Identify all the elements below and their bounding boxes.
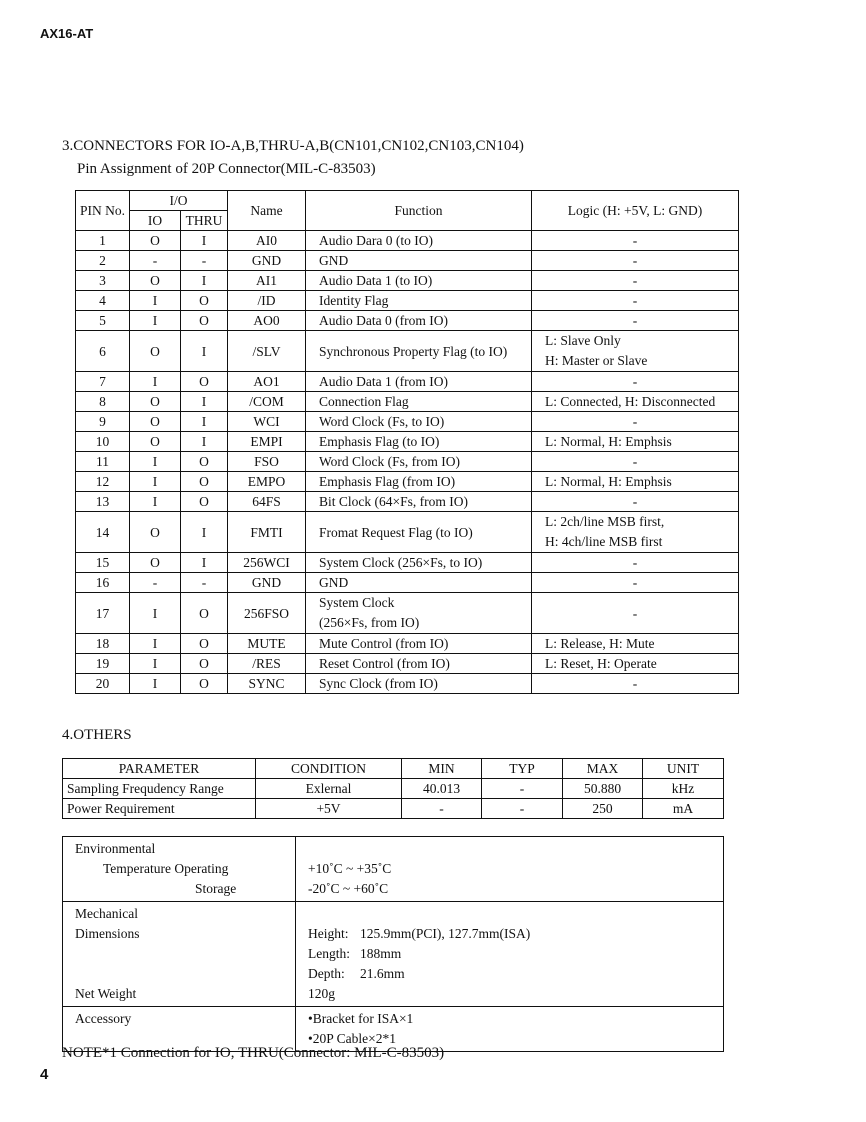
thru-cell: O — [181, 634, 228, 654]
header-typ: TYP — [482, 759, 563, 779]
section-3-title: 3.CONNECTORS FOR IO-A,B,THRU-A,B(CN101,CN102,CN103,CN104) — [62, 138, 524, 154]
logic-cell: - — [532, 271, 739, 291]
environment-labels — [63, 837, 296, 902]
accessory-label: Accessory — [75, 1011, 132, 1026]
storage-value: -20˚C ~ +60˚C — [308, 881, 389, 896]
thru-cell: I — [181, 331, 228, 372]
header-logic: Logic (H: +5V, L: GND) — [532, 191, 739, 231]
length-value: 188mm — [360, 946, 402, 961]
pin-cell: 13 — [76, 492, 130, 512]
function-cell: System Clock (256×Fs, to IO) — [306, 553, 532, 573]
parameter-cell: Power Requirement — [63, 799, 256, 819]
header-min: MIN — [402, 759, 482, 779]
depth-value: 21.6mm — [360, 966, 405, 981]
table-row — [76, 412, 739, 432]
function-cell — [306, 593, 532, 634]
length-line — [308, 944, 711, 964]
pin-cell: 8 — [76, 392, 130, 412]
mechanical-values — [296, 902, 724, 1007]
net-weight-label: Net Weight — [75, 986, 137, 1001]
typ-cell: - — [482, 799, 563, 819]
name-cell: AI1 — [228, 271, 306, 291]
pin-cell: 16 — [76, 573, 130, 593]
others-table — [62, 758, 724, 819]
table-row — [76, 271, 739, 291]
logic-cell: - — [532, 311, 739, 331]
function-cell: Sync Clock (from IO) — [306, 674, 532, 694]
logic-line: L: 2ch/line MSB first, — [545, 514, 665, 529]
thru-cell: I — [181, 231, 228, 251]
table-row — [76, 251, 739, 271]
io-cell: I — [130, 634, 181, 654]
logic-cell: - — [532, 553, 739, 573]
logic-cell: L: Connected, H: Disconnected — [532, 392, 739, 412]
max-cell: 250 — [563, 799, 643, 819]
header-thru: THRU — [181, 211, 228, 231]
name-cell: AO1 — [228, 372, 306, 392]
header-io-group: I/O — [130, 191, 228, 211]
table-row — [76, 654, 739, 674]
min-cell: 40.013 — [402, 779, 482, 799]
thru-cell: I — [181, 412, 228, 432]
pin-cell: 20 — [76, 674, 130, 694]
pin-cell: 9 — [76, 412, 130, 432]
table-row — [76, 432, 739, 452]
io-cell: O — [130, 331, 181, 372]
name-cell: 256WCI — [228, 553, 306, 573]
name-cell: WCI — [228, 412, 306, 432]
thru-cell: O — [181, 654, 228, 674]
io-cell: I — [130, 654, 181, 674]
function-cell: GND — [306, 251, 532, 271]
table-row — [76, 231, 739, 251]
header-name: Name — [228, 191, 306, 231]
parameter-cell: Sampling Frequdency Range — [63, 779, 256, 799]
io-cell: I — [130, 472, 181, 492]
function-line: System Clock — [319, 595, 395, 610]
temp-operating-value: +10˚C ~ +35˚C — [308, 861, 392, 876]
io-cell: O — [130, 231, 181, 251]
io-cell: I — [130, 452, 181, 472]
io-cell: O — [130, 512, 181, 553]
table-row — [76, 674, 739, 694]
logic-cell: - — [532, 412, 739, 432]
thru-cell: O — [181, 492, 228, 512]
condition-cell: +5V — [256, 799, 402, 819]
function-cell: Emphasis Flag (to IO) — [306, 432, 532, 452]
pin-cell: 10 — [76, 432, 130, 452]
io-cell: O — [130, 271, 181, 291]
name-cell: GND — [228, 251, 306, 271]
pin-cell: 19 — [76, 654, 130, 674]
io-cell: - — [130, 573, 181, 593]
logic-cell — [532, 331, 739, 372]
pin-cell: 18 — [76, 634, 130, 654]
max-cell: 50.880 — [563, 779, 643, 799]
logic-cell: - — [532, 573, 739, 593]
function-cell: GND — [306, 573, 532, 593]
io-cell: O — [130, 412, 181, 432]
logic-line: H: 4ch/line MSB first — [545, 534, 663, 549]
table-row — [76, 573, 739, 593]
header-function: Function — [306, 191, 532, 231]
name-cell: 64FS — [228, 492, 306, 512]
mechanical-row — [63, 902, 724, 1007]
header-io: IO — [130, 211, 181, 231]
table-row — [76, 472, 739, 492]
function-line: (256×Fs, from IO) — [319, 615, 420, 630]
function-cell: Synchronous Property Flag (to IO) — [306, 331, 532, 372]
logic-cell: L: Normal, H: Emphsis — [532, 432, 739, 452]
logic-cell: - — [532, 674, 739, 694]
depth-label: Depth: — [308, 966, 345, 981]
name-cell: AI0 — [228, 231, 306, 251]
logic-line: L: Slave Only — [545, 333, 621, 348]
table-row — [76, 331, 739, 372]
pin-cell: 1 — [76, 231, 130, 251]
pin-cell: 2 — [76, 251, 130, 271]
io-cell: I — [130, 492, 181, 512]
function-cell: Emphasis Flag (from IO) — [306, 472, 532, 492]
pin-cell: 3 — [76, 271, 130, 291]
io-cell: I — [130, 311, 181, 331]
name-cell: /COM — [228, 392, 306, 412]
table-row — [76, 512, 739, 553]
function-cell: Audio Data 0 (from IO) — [306, 311, 532, 331]
height-line — [308, 924, 711, 944]
thru-cell: O — [181, 291, 228, 311]
min-cell: - — [402, 799, 482, 819]
logic-cell: - — [532, 593, 739, 634]
function-cell: Word Clock (Fs, from IO) — [306, 452, 532, 472]
io-cell: I — [130, 372, 181, 392]
table-row — [63, 799, 724, 819]
logic-cell: L: Release, H: Mute — [532, 634, 739, 654]
depth-line — [308, 964, 711, 984]
function-cell: Mute Control (from IO) — [306, 634, 532, 654]
thru-cell: O — [181, 472, 228, 492]
logic-cell — [532, 512, 739, 553]
logic-cell: - — [532, 452, 739, 472]
function-cell: Audio Data 1 (to IO) — [306, 271, 532, 291]
model-header: AX16-AT — [40, 26, 94, 41]
table-row — [63, 779, 724, 799]
pin-cell: 17 — [76, 593, 130, 634]
thru-cell: O — [181, 674, 228, 694]
logic-cell: - — [532, 291, 739, 311]
name-cell: /SLV — [228, 331, 306, 372]
io-cell: O — [130, 553, 181, 573]
function-cell: Fromat Request Flag (to IO) — [306, 512, 532, 553]
name-cell: FMTI — [228, 512, 306, 553]
section-3-subtitle: Pin Assignment of 20P Connector(MIL-C-83503) — [77, 161, 376, 177]
table-row — [76, 392, 739, 412]
function-cell: Identity Flag — [306, 291, 532, 311]
mechanical-labels — [63, 902, 296, 1007]
function-cell: Audio Dara 0 (to IO) — [306, 231, 532, 251]
logic-cell: L: Reset, H: Operate — [532, 654, 739, 674]
thru-cell: O — [181, 311, 228, 331]
table-row — [76, 372, 739, 392]
thru-cell: I — [181, 271, 228, 291]
io-cell: - — [130, 251, 181, 271]
pin-cell: 7 — [76, 372, 130, 392]
thru-cell: I — [181, 512, 228, 553]
accessory-item: •20P Cable×2*1 — [308, 1031, 396, 1046]
storage-label: Storage — [195, 881, 237, 896]
length-label: Length: — [308, 946, 350, 961]
logic-cell: L: Normal, H: Emphsis — [532, 472, 739, 492]
logic-cell: - — [532, 251, 739, 271]
logic-cell: - — [532, 372, 739, 392]
io-cell: O — [130, 392, 181, 412]
pin-cell: 15 — [76, 553, 130, 573]
function-cell: Bit Clock (64×Fs, from IO) — [306, 492, 532, 512]
pin-cell: 6 — [76, 331, 130, 372]
header-parameter: PARAMETER — [63, 759, 256, 779]
name-cell: AO0 — [228, 311, 306, 331]
table-row — [76, 452, 739, 472]
pin-cell: 12 — [76, 472, 130, 492]
environment-table — [62, 836, 724, 1052]
name-cell: GND — [228, 573, 306, 593]
function-cell: Word Clock (Fs, to IO) — [306, 412, 532, 432]
thru-cell: I — [181, 392, 228, 412]
section-4-title: 4.OTHERS — [62, 727, 132, 743]
name-cell: SYNC — [228, 674, 306, 694]
io-cell: O — [130, 432, 181, 452]
table-row — [76, 492, 739, 512]
table-row — [76, 291, 739, 311]
environmental-label: Environmental — [75, 841, 156, 856]
logic-line: H: Master or Slave — [545, 353, 648, 368]
header-unit: UNIT — [643, 759, 724, 779]
table-row — [76, 634, 739, 654]
height-value: 125.9mm(PCI), 127.7mm(ISA) — [360, 926, 531, 941]
header-max: MAX — [563, 759, 643, 779]
function-cell: Reset Control (from IO) — [306, 654, 532, 674]
thru-cell: - — [181, 573, 228, 593]
footnote: NOTE*1 Connection for IO, THRU(Connector: MIL-C-83503) — [62, 1045, 445, 1061]
logic-cell: - — [532, 231, 739, 251]
table-header-row — [63, 759, 724, 779]
header-pin-no: PIN No. — [76, 191, 130, 231]
pin-assignment-table — [75, 190, 739, 694]
unit-cell: mA — [643, 799, 724, 819]
net-weight-value: 120g — [308, 986, 335, 1001]
table-row — [76, 311, 739, 331]
name-cell: /ID — [228, 291, 306, 311]
environment-row — [63, 837, 724, 902]
header-condition: CONDITION — [256, 759, 402, 779]
pin-cell: 11 — [76, 452, 130, 472]
pin-cell: 4 — [76, 291, 130, 311]
dimensions-label: Dimensions — [75, 926, 140, 941]
thru-cell: O — [181, 593, 228, 634]
environment-values — [296, 837, 724, 902]
table-row — [76, 593, 739, 634]
condition-cell: Exlernal — [256, 779, 402, 799]
name-cell: EMPI — [228, 432, 306, 452]
unit-cell: kHz — [643, 779, 724, 799]
name-cell: MUTE — [228, 634, 306, 654]
height-label: Height: — [308, 926, 349, 941]
io-cell: I — [130, 291, 181, 311]
name-cell: /RES — [228, 654, 306, 674]
page-number: 4 — [40, 1066, 49, 1083]
io-cell: I — [130, 593, 181, 634]
pin-cell: 14 — [76, 512, 130, 553]
temp-operating-label: Temperature Operating — [103, 861, 229, 876]
accessory-item: •Bracket for ISA×1 — [308, 1011, 414, 1026]
logic-cell: - — [532, 492, 739, 512]
thru-cell: O — [181, 372, 228, 392]
pin-cell: 5 — [76, 311, 130, 331]
function-cell: Connection Flag — [306, 392, 532, 412]
table-row — [76, 553, 739, 573]
thru-cell: O — [181, 452, 228, 472]
thru-cell: I — [181, 432, 228, 452]
name-cell: FSO — [228, 452, 306, 472]
mechanical-label: Mechanical — [75, 906, 138, 921]
function-cell: Audio Data 1 (from IO) — [306, 372, 532, 392]
name-cell: EMPO — [228, 472, 306, 492]
thru-cell: I — [181, 553, 228, 573]
name-cell: 256FSO — [228, 593, 306, 634]
io-cell: I — [130, 674, 181, 694]
typ-cell: - — [482, 779, 563, 799]
thru-cell: - — [181, 251, 228, 271]
